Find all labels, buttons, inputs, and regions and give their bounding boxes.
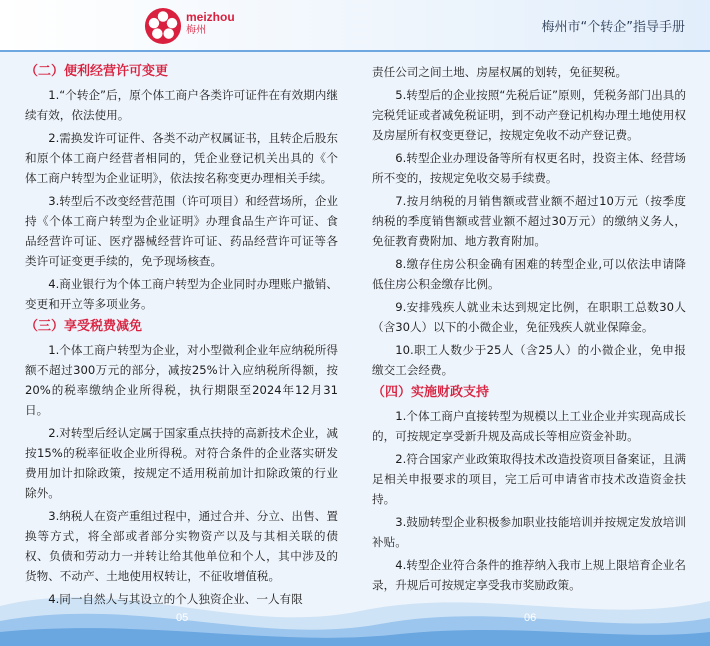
paragraph: 3.鼓励转型企业积极参加职业技能培训并按规定发放培训补贴。 bbox=[372, 515, 686, 549]
paragraph: 3.转型后不改变经营范围（许可项目）和经营场所，企业持《个体工商户转型为企业证明》办理食品生产许可证、食品经营许可证、医疗器械经营许可证、药品经营许可证等各类许可证变更手续的，免予现场核查。 bbox=[25, 194, 338, 268]
section-heading-4: （四）实施财政支持 bbox=[372, 385, 490, 400]
right-page bbox=[372, 62, 686, 598]
page-number-right: 06 bbox=[524, 612, 537, 624]
paragraph: 9.安排残疾人就业未达到规定比例，在职职工总数30人（含30人）以下的小微企业，免征残疾人就业保障金。 bbox=[372, 300, 686, 334]
paragraph: 8.缴存住房公积金确有困难的转型企业,可以依法申请降低住房公积金缴存比例。 bbox=[372, 257, 686, 291]
paragraph: 2.对转型后经认定属于国家重点扶持的高新技术企业，减按15%的税率征收企业所得税。对符合条件的企业落实研发费用加计扣除政策，按规定不适用税前加计扣除政策的行业除外。 bbox=[25, 426, 338, 500]
paragraph: 1.个体工商户转型为企业，对小型微利企业年应纳税所得额不超过300万元的部分，减按25%计入应纳税所得额，按20%的税率缴纳企业所得税，执行期限至2024年12月31日。 bbox=[25, 343, 338, 417]
section-heading-3: （三）享受税费减免 bbox=[25, 319, 143, 334]
paragraph: 1.个体工商户直接转型为规模以上工业企业并实现高成长的，可按规定享受新升规及高成长等相应资金补助。 bbox=[372, 409, 686, 443]
paragraph: 6.转型企业办理设备等所有权更名时，投资主体、经营场所不变的，按规定免收交易手续费。 bbox=[372, 151, 686, 185]
manual-title: 梅州市“个转企”指导手册 bbox=[541, 20, 685, 35]
paragraph: 4.商业银行为个体工商户转型为企业同时办理账户撤销、变更和开立等多项业务。 bbox=[25, 277, 338, 311]
left-page bbox=[25, 62, 338, 612]
paragraph: 5.转型后的企业按照“先税后证”原则，凭税务部门出具的完税凭证或者减免税证明，到不动产登记机构办理土地使用权及房屋所有权变更登记，按规定免收不动产登记费。 bbox=[372, 88, 686, 142]
paragraph: 4.转型企业符合条件的推荐纳入我市上规上限培育企业名录，升规后可按规定享受我市奖励政策。 bbox=[372, 558, 686, 592]
paragraph: 责任公司之间土地、房屋权属的划转，免征契税。 bbox=[372, 65, 628, 79]
plum-blossom-logo-icon bbox=[144, 7, 182, 45]
section-heading-2: （二）便利经营许可变更 bbox=[25, 64, 169, 79]
logo-text bbox=[186, 11, 235, 37]
paragraph: 2.符合国家产业政策取得技术改造投资项目备案证，且满足相关申报要求的项目，完工后可申请省市技术改造资金扶持。 bbox=[372, 452, 686, 506]
paragraph: 4.同一自然人与其设立的个人独资企业、一人有限 bbox=[48, 592, 303, 606]
logo-cn: 梅州 bbox=[186, 25, 206, 36]
page-number-left: 05 bbox=[176, 612, 189, 624]
logo-en: meizhou bbox=[186, 10, 235, 24]
paragraph: 7.按月纳税的月销售额或营业额不超过10万元（按季度纳税的季度销售额或营业额不超过30万元）的缴纳义务人，免征教育费附加、地方教育附加。 bbox=[372, 194, 686, 248]
paragraph: 3.纳税人在资产重组过程中，通过合并、分立、出售、置换等方式，将全部或者部分实物资产以及与其相关联的债权、负债和劳动力一并转让给其他单位和个人，其中涉及的货物、不动产、土地使用权转让，不征收增值税。 bbox=[25, 509, 338, 583]
paragraph: 10.职工人数少于25人（含25人）的小微企业，免申报缴交工会经费。 bbox=[372, 343, 686, 377]
paragraph: 2.需换发许可证件、各类不动产权属证书，且转企后股东和原个体工商户经营者相同的，凭企业登记机关出具的《个体工商户转型为企业证明》，依法按名称变更办理相关手续。 bbox=[25, 131, 338, 185]
page-header bbox=[0, 0, 710, 52]
paragraph: 1.“个转企”后，原个体工商户各类许可证件在有效期内继续有效，依法使用。 bbox=[25, 88, 338, 122]
